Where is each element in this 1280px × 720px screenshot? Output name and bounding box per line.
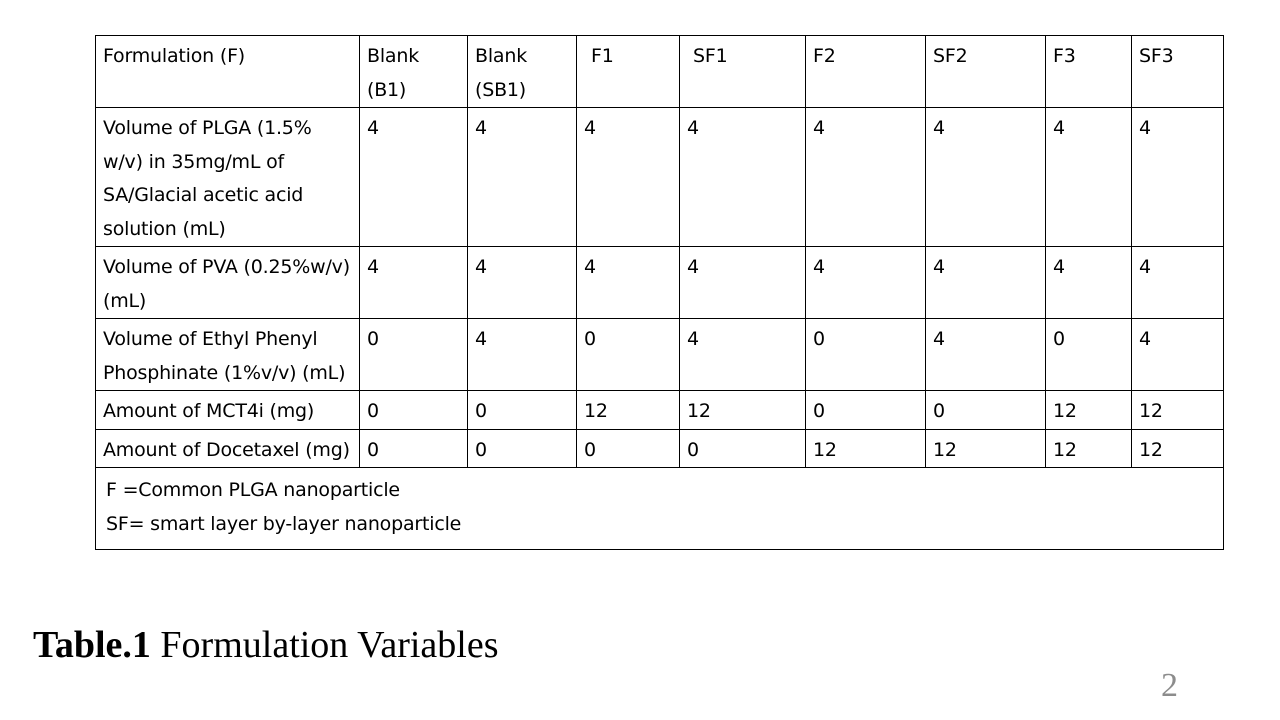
- table-cell: 0: [806, 319, 926, 391]
- formulation-table: [95, 35, 1224, 550]
- table-cell: 4: [1132, 319, 1224, 391]
- row-label-cell: Volume of PLGA (1.5% w/v) in 35mg/mL of SA/Glacial acetic acid solution (mL): [96, 108, 360, 247]
- table-cell: 12: [1132, 429, 1224, 468]
- table-cell: 0: [468, 429, 577, 468]
- table-cell: 4: [680, 108, 806, 247]
- table-cell: 0: [1046, 319, 1132, 391]
- table-cell: 0: [577, 429, 680, 468]
- table-cell: 12: [1046, 429, 1132, 468]
- table-cell: 0: [680, 429, 806, 468]
- table-cell: 0: [468, 391, 577, 430]
- caption-label: Table.1: [33, 624, 151, 666]
- table-cell: 0: [360, 319, 468, 391]
- header-cell: F3: [1046, 36, 1132, 108]
- table-cell: 12: [1132, 391, 1224, 430]
- table-cell: 0: [926, 391, 1046, 430]
- table-cell: 4: [577, 108, 680, 247]
- table-cell: 4: [680, 319, 806, 391]
- table-cell: 12: [806, 429, 926, 468]
- table-row: [96, 391, 1224, 430]
- header-cell: F1: [577, 36, 680, 108]
- table-cell: 12: [680, 391, 806, 430]
- table-row: [96, 319, 1224, 391]
- table-cell: 4: [806, 247, 926, 319]
- table-row: [96, 108, 1224, 247]
- table-cell: 12: [926, 429, 1046, 468]
- table-cell: 4: [806, 108, 926, 247]
- header-cell: F2: [806, 36, 926, 108]
- row-label-cell: Amount of MCT4i (mg): [96, 391, 360, 430]
- table-cell: 4: [1132, 247, 1224, 319]
- table-row: [96, 429, 1224, 468]
- header-cell: SF3: [1132, 36, 1224, 108]
- header-cell: Blank (B1): [360, 36, 468, 108]
- table-notes: [96, 468, 1224, 550]
- page-number: 2: [1161, 667, 1178, 704]
- header-cell: Blank (SB1): [468, 36, 577, 108]
- table-cell: 12: [577, 391, 680, 430]
- table-cell: 4: [926, 247, 1046, 319]
- table-cell: 0: [360, 429, 468, 468]
- table-cell: 4: [360, 247, 468, 319]
- table-cell: 4: [680, 247, 806, 319]
- table-caption: [33, 622, 499, 668]
- table-cell: 12: [1046, 391, 1132, 430]
- row-label-cell: Volume of Ethyl Phenyl Phosphinate (1%v/v) (mL): [96, 319, 360, 391]
- row-label-cell: Amount of Docetaxel (mg): [96, 429, 360, 468]
- table-cell: 4: [468, 319, 577, 391]
- row-label-cell: Volume of PVA (0.25%w/v) (mL): [96, 247, 360, 319]
- table-cell: 4: [1046, 247, 1132, 319]
- note-line: SF= smart layer by-layer nanoparticle: [106, 512, 462, 535]
- header-cell: SF2: [926, 36, 1046, 108]
- table-cell: 0: [806, 391, 926, 430]
- table-cell: 4: [468, 247, 577, 319]
- table-header-row: [96, 36, 1224, 108]
- table-cell: 4: [926, 319, 1046, 391]
- table-cell: 4: [577, 247, 680, 319]
- caption-text: Formulation Variables: [150, 624, 499, 666]
- table-cell: 0: [360, 391, 468, 430]
- table-cell: 4: [1132, 108, 1224, 247]
- table-notes-row: [96, 468, 1224, 550]
- table-row: [96, 247, 1224, 319]
- table-cell: 4: [360, 108, 468, 247]
- header-cell: Formulation (F): [96, 36, 360, 108]
- note-line: F =Common PLGA nanoparticle: [106, 479, 400, 501]
- header-cell: SF1: [680, 36, 806, 108]
- table-cell: 4: [468, 108, 577, 247]
- table-cell: 0: [577, 319, 680, 391]
- table-cell: 4: [1046, 108, 1132, 247]
- table-cell: 4: [926, 108, 1046, 247]
